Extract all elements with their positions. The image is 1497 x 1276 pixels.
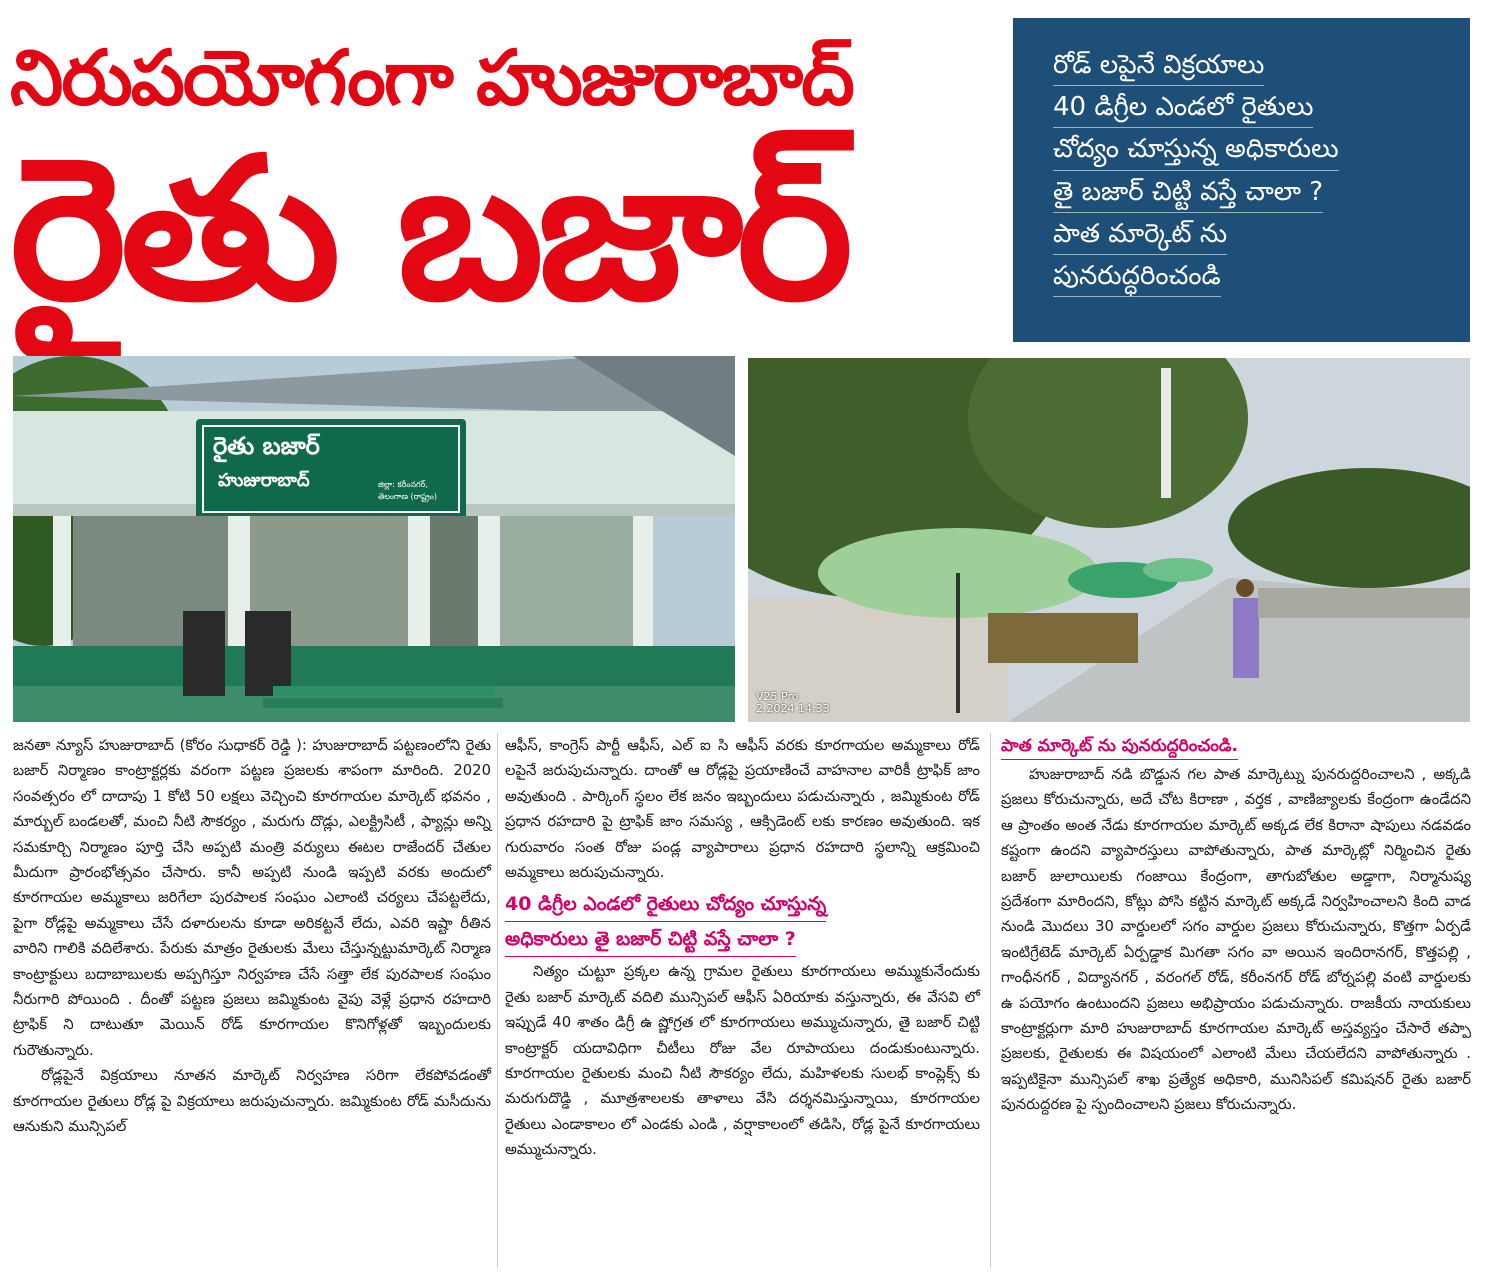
highlights-box — [1013, 18, 1470, 342]
article-column-2 — [505, 733, 980, 1163]
col2-subhead-line-1: 40 డిగ్రీల ఎండలో రైతులు చోద్యం చూస్తున్న — [505, 887, 826, 922]
article-column-1 — [13, 733, 491, 1140]
highlight-item: చోద్యం చూస్తున్న అధికారులు — [1053, 128, 1339, 170]
market-building-illustration — [13, 356, 735, 722]
sign-state: తెలంగాణ (రాష్ట్రం) — [378, 492, 437, 501]
col2-paragraph-2: నిత్యం చుట్టూ ప్రక్కల ఉన్న గ్రామల రైతులు కూరగాయలు అమ్ముకునేందుకు రైతు బజార్ మార్కెట్ వదిలి మున్సిపల్ ఆఫీస్ ఏరియాకు వస్తున్నారు, ఈ వేసవి లో ఇప్పుడే 40 శాతం డిగ్రీ ఉ ష్ణోగ్రత లో కూరగాయలు అమ్ముచున్నారు, తై బజార్ చిట్టి కాంట్రాక్టర్ యదావిధిగా చీటీలు రోజు వేల రూపాయలు దండుకుంటున్నారు. కూరగాయల రైతులకు మంచి నీటి సౌకర్యం లేదు, మహిళలకు సులభ్ కాంప్లెక్స్ కు మరుగుదొడ్డి , మూత్రశాలలకు తాళాలు వేసి దర్శనమిస్తున్నాయి, కూరగాయల రైతులు ఎండాకాలం లో ఎండకు ఎండి , వర్షాకాలంలో తడిసి, రోడ్ల పైనే కూరగాయలు అమ్ముచున్నారు. — [505, 963, 980, 1159]
roadside-vendors-illustration — [748, 358, 1470, 722]
col1-paragraph-1: జనతా న్యూస్ హుజురాబాద్ (కోరం సుధాకర్ రెడ్డి ): హుజురాబాద్ పట్టణంలోని రైతు బజార్ నిర్మాణం కాంట్రాక్టర్లకు వరంగా పట్టణ ప్రజలకు శాపంగా మారింది. 2020 సంవత్సరం లో దాదాపు 1 కోటి 50 లక్షలు వెచ్చించి కూరగాయల మార్కెట్ భవనం , మార్బుల్ బండలతో, మంచి నీటి సౌకర్యం , మరుగు దొడ్లు, ఎలక్ట్రిసిటీ , ఫ్యాన్లు అన్ని సమకూర్చి నిర్మాణం పూర్తి చేసి అప్పటి మంత్రి వర్యులు ఈటల రాజేందర్ చేతుల మీదుగా ప్రారంభోత్సవం చేసారు. కానీ అప్పటి నుండి ఇప్పటి వరకు అందులో కూరగాయల అమ్మకాలు జరిగేలా పురపాలక సంఘం ఎలాంటి చర్యలు చేపట్టలేదు, పైగా రోడ్లపై అమ్మకాలు చేసే దళారులను కూడా అరికట్టనే లేదు, ఎవరి ఇష్టా రీతిన వారిని గాలికి వదిలేశారు. పేరుకు మాత్రం రైతులకు మేలు చేస్తున్నట్టుమార్కెట్ నిర్మాణ కాంట్రాక్టులు బదాబాబులకు అప్పగిస్తూ నిర్వహణ చేసే సత్తా లేక పురపాలక సంఘం నీరుగారి పోయింది . దీంతో పట్టణ ప్రజలు జమ్మికుంట వైపు వెళ్లే ప్రధాన రహదారి ట్రాఫిక్ ని దాటుతూ మెయిన్ రోడ్ కూరగాయల కొనిగోళ్లతో ఇబ్బందులకు గురౌతున్నారు. — [13, 737, 491, 1059]
headline-line-1: నిరుపయోగంగా హుజురాబాద్ — [10, 33, 853, 122]
roadside-vendors-photo — [748, 358, 1470, 722]
highlight-item: 40 డిగ్రీల ఎండలో రైతులు — [1053, 86, 1313, 128]
market-building-photo — [13, 356, 735, 722]
highlight-item: రోడ్ లపైనే విక్రయాలు — [1053, 44, 1264, 86]
headline-line-2: రైతు బజార్ — [10, 116, 848, 344]
highlight-item: పాత మార్కెట్ ను — [1053, 213, 1227, 255]
sign-title: రైతు బజార్ — [213, 432, 320, 460]
col2-subhead-line-2: అధికారులు తై బజార్ చిట్టి వస్తే చాలా ? — [505, 922, 796, 957]
col2-paragraph-1: ఆఫీస్, కాంగ్రెస్ పార్టీ ఆఫీస్, ఎల్ ఐ సి ఆఫీస్ వరకు కూరగాయల అమ్మకాలు రోడ్ లపైనే జరుపుచున్నారు. దాంతో ఆ రోడ్లపై ప్రయాణించే వాహనాల వారికీ ట్రాఫిక్ జాం అవుతుంది . పార్కింగ్ స్థలం లేక జనం ఇబ్బందులు పడుచున్నారు , జమ్మికుంట రోడ్ ప్రధాన రహదారి పై ట్రాఫిక్ జాం సమస్య , ఆక్సిడెంట్ లకు కారణం అవుతుంది. ఇక గురువారం సంత రోజు పండ్ల వ్యాపారాలు ప్రధాన రహదారి స్థలాన్ని ఆక్రమించి అమ్మకాలు జరుపుచున్నారు. — [505, 737, 980, 882]
highlight-item: పునరుద్ధరించండి — [1053, 255, 1221, 297]
watermark-timestamp: 2.2024 14:33 — [756, 702, 830, 716]
camera-watermark — [756, 691, 830, 716]
col2-subhead — [505, 887, 980, 957]
column-divider — [990, 733, 991, 1268]
column-divider — [497, 733, 498, 1268]
highlight-item: తై బజార్ చిట్టి వస్తే చాలా ? — [1053, 171, 1323, 213]
sign-place: హుజురాబాద్ — [218, 470, 310, 491]
watermark-model: V25 Pro — [756, 689, 799, 703]
article-column-3 — [1001, 733, 1471, 1118]
sign-district: జిల్లా: కరీంనగర్, — [378, 480, 429, 489]
col3-paragraph-1: హుజురాబాద్ నడి బొడ్డున గల పాత మార్కెట్ను పునరుద్దరించాలని , అక్కడి ప్రజలు కోరుచున్నారు, అదే చోట కిరాణా , వర్తక , వాణిజ్యాలకు కేంద్రంగా ఉండేదని ఆ ప్రాంతం అంత నేడు కూరగాయల మార్కెట్ అక్కడ లేక కిరానా షాపులు నడవడం కష్టంగా ఉందని వ్యాపారస్తులు వాపోతున్నారు, పాత మార్కెట్లో నిర్మించిన రైతు బజార్ జులాయిలకు గంజాయి కేంద్రంగా, తాగుబోతుల అడ్డాగా, నిర్మానుష్య ప్రదేశంగా మారిందని, కోట్లు పోసి కట్టిన మార్కెట్ అక్కడే నిర్వహించాలని కింది వాడ నుండి మొదలు 30 వార్డులలో సగం వార్డుల ప్రజలు కోరుచున్నారు, కొత్తగా ఏర్పడే ఇంటిగ్రేటెడ్ మార్కెట్ ఏర్పడ్డాక మిగతా సగం వా అయిన ఇందిరానగర్, కొత్తపల్లి , గాంధీనగర్ , విద్యానగర్ , వరంగల్ రోడ్, కరీంనగర్ రోడ్ బోర్నపల్లి వంటి వార్డులకు ఉ పయోగం ఉంటుందని ప్రజలు అభిప్రాయం పడుచున్నారు. రాజకీయ నాయకులు కాంట్రాక్టర్లుగా మారి హుజురాబాద్ కూరగాయల మార్కెట్ అస్తవ్యస్తం చేసారే తప్పా ప్రజలకు, రైతులకు ఈ విషయంలో ఎలాంటి మేలు చేయలేదని వాపోతున్నారు . ఇప్పటికైనా మున్సిపల్ శాఖ ప్రత్యేక అధికారి, మునిసిపల్ కమిషనర్ రైతు బజార్ పునరుద్దరణ పై స్పందించాలని ప్రజలు కోరుచున్నారు. — [1001, 766, 1471, 1114]
col1-paragraph-2: రోడ్లపైనే విక్రయాలు నూతన మార్కెట్ నిర్వహణ సరిగా లేకపోవడంతో కూరగాయల రైతులు రోడ్ల పై విక్రయాలు జరుపుచున్నారు. జమ్మికుంట రోడ్ మసీదును ఆనుకుని మున్సిపల్ — [13, 1067, 491, 1136]
col3-subhead: పాత మార్కెట్ ను పునరుద్దరించండి. — [1001, 733, 1238, 760]
